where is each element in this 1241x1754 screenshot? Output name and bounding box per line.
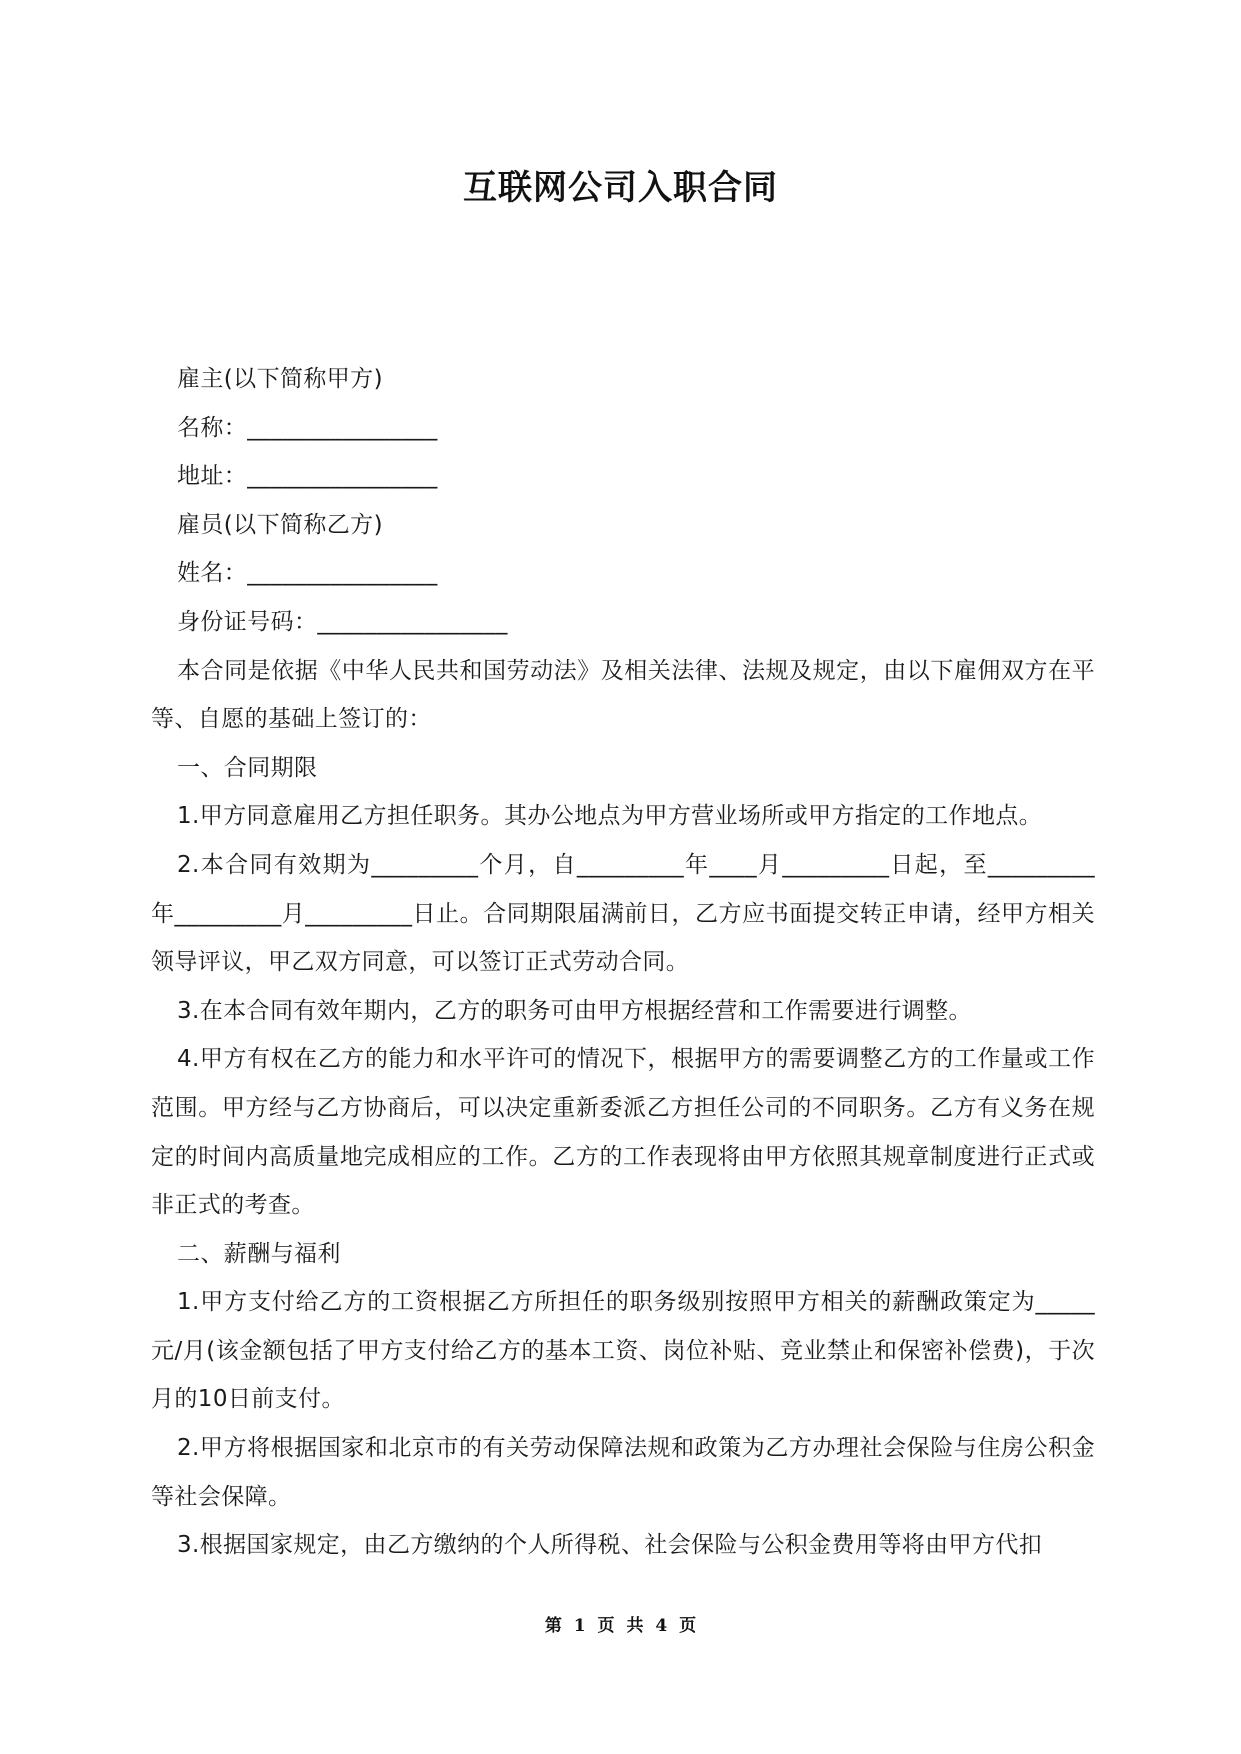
section-heading-compensation: 二、薪酬与福利 [177,1240,341,1267]
paragraph-compensation-2: 2.甲方将根据国家和北京市的有关劳动保障法规和政策为乙方办理社会保险与住房公积金等社会保障。 [151,1435,1095,1510]
section-heading-term: 一、合同期限 [177,754,318,781]
paragraph-term-4: 4.甲方有权在乙方的能力和水平许可的情况下，根据甲方的需要调整乙方的工作量或工作范围。甲方经与乙方协商后，可以决定重新委派乙方担任公司的不同职务。乙方有义务在规定的时间内高质量地完成相应的工作。乙方的工作表现将由甲方依照其规章制度进行正式或非正式的考查。 [151,1046,1095,1219]
paragraph-employer-name: 名称：________________ [177,414,438,441]
page-footer: 第 1 页 共 4 页 [544,1616,697,1636]
paragraph-preamble: 本合同是依据《中华人民共和国劳动法》及相关法律、法规及规定，由以下雇佣双方在平等、自愿的基础上签订的： [151,657,1095,733]
paragraph-employee-heading: 雇员(以下简称乙方) [177,511,383,538]
document-body [151,355,1095,1570]
paragraph-employee-id: 身份证号码：________________ [177,608,508,635]
paragraph-employer-heading: 雇主(以下简称甲方) [177,366,383,392]
paragraph-employee-name: 姓名：________________ [177,560,438,587]
paragraph-compensation-3: 3.根据国家规定，由乙方缴纳的个人所得税、社会保险与公积金费用等将由甲方代扣 [177,1532,1043,1559]
document-title: 互联网公司入职合同 [463,168,778,208]
paragraph-term-2: 2.本合同有效期为_________个月，自_________年____月_________日起，至_________年_________月_________日止。合同期限届满前日，乙方应书面提交转正申请，经甲方相关领导评议，甲乙双方同意，可以签订正式劳动合同。 [151,851,1095,976]
paragraph-term-3: 3.在本合同有效年期内，乙方的职务可由甲方根据经营和工作需要进行调整。 [177,997,972,1024]
paragraph-compensation-1: 1.甲方支付给乙方的工资根据乙方所担任的职务级别按照甲方相关的薪酬政策定为_____元/月(该金额包括了甲方支付给乙方的基本工资、岗位补贴、竞业禁止和保密补偿费)，于次月的10日前支付。 [151,1289,1095,1413]
paragraph-term-1: 1.甲方同意雇用乙方担任职务。其办公地点为甲方营业场所或甲方指定的工作地点。 [177,803,1043,830]
paragraph-employer-address: 地址：________________ [177,463,438,490]
